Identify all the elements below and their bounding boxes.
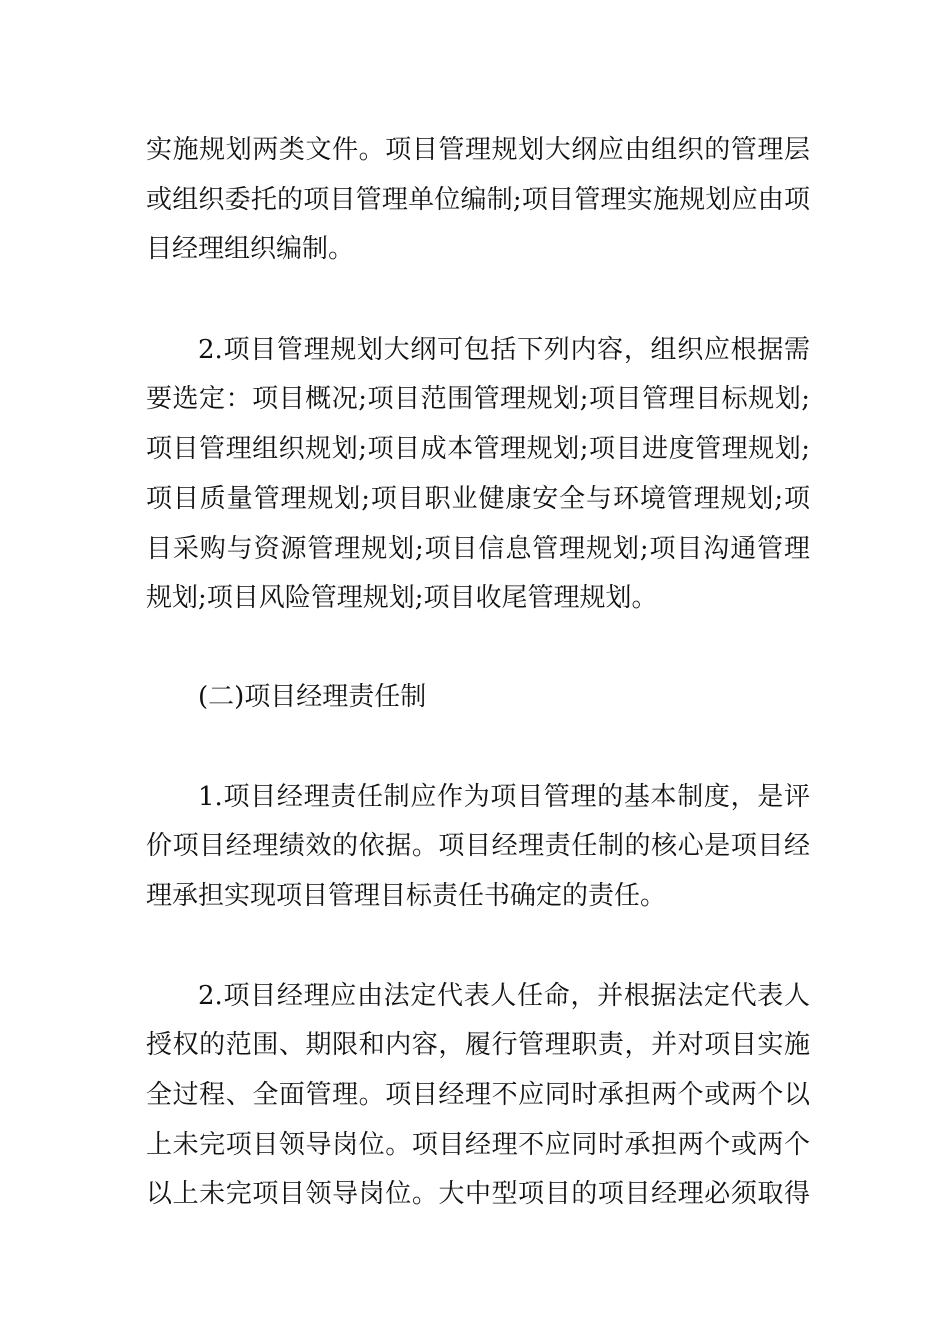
paragraph-3-line-2: 价项目经理绩效的依据。项目经理责任制的核心是项目经 bbox=[146, 831, 810, 861]
paragraph-2-line-2: 要选定：项目概况;项目范围管理规划;项目管理目标规划; bbox=[146, 384, 810, 414]
paragraph-4-line-5: 以上未完项目领导岗位。大中型项目的项目经理必须取得 bbox=[146, 1179, 810, 1209]
paragraph-2-line-5: 目采购与资源管理规划;项目信息管理规划;项目沟通管理 bbox=[146, 534, 810, 564]
paragraph-4-line-3: 全过程、全面管理。项目经理不应同时承担两个或两个以 bbox=[146, 1080, 810, 1110]
paragraph-3-line-1: 1.项目经理责任制应作为项目管理的基本制度，是评 bbox=[198, 782, 810, 812]
paragraph-4-line-4: 上未完项目领导岗位。项目经理不应同时承担两个或两个 bbox=[146, 1130, 810, 1160]
paragraph-2-line-1: 2.项目管理规划大纲可包括下列内容，组织应根据需 bbox=[198, 335, 810, 365]
paragraph-1-line-1: 实施规划两类文件。项目管理规划大纲应由组织的管理层 bbox=[146, 135, 810, 165]
paragraph-2-line-6: 规划;项目风险管理规划;项目收尾管理规划。 bbox=[146, 583, 658, 613]
paragraph-4-line-2: 授权的范围、期限和内容，履行管理职责，并对项目实施 bbox=[146, 1030, 810, 1060]
paragraph-4-line-1: 2.项目经理应由法定代表人任命，并根据法定代表人 bbox=[198, 981, 810, 1011]
paragraph-1-line-3: 目经理组织编制。 bbox=[146, 234, 355, 264]
paragraph-2-line-3: 项目管理组织规划;项目成本管理规划;项目进度管理规划; bbox=[146, 434, 810, 464]
section-heading: (二)项目经理责任制 bbox=[198, 682, 427, 712]
paragraph-3-line-3: 理承担实现项目管理目标责任书确定的责任。 bbox=[146, 881, 667, 911]
paragraph-1-line-2: 或组织委托的项目管理单位编制;项目管理实施规划应由项 bbox=[146, 185, 810, 215]
paragraph-2-line-4: 项目质量管理规划;项目职业健康安全与环境管理规划;项 bbox=[146, 484, 810, 514]
